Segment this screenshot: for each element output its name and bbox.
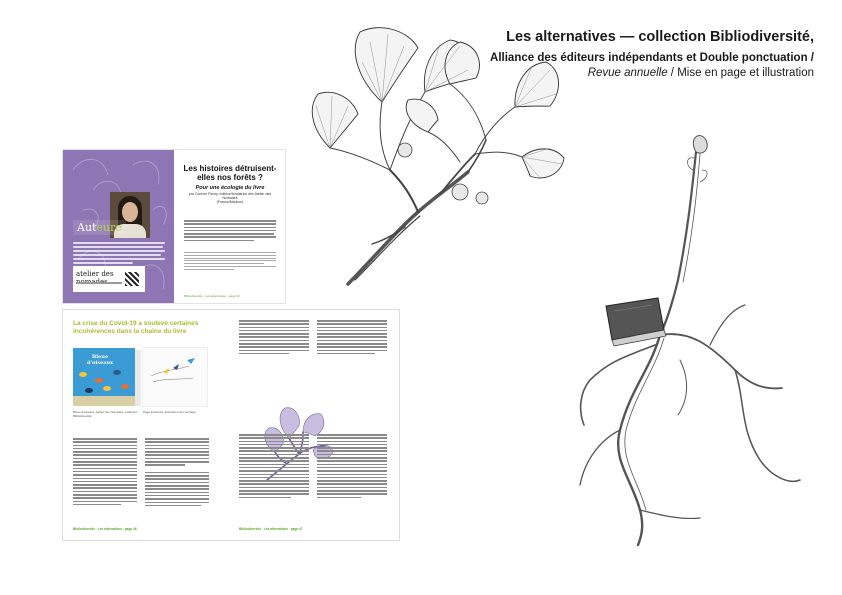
spread1-left-page: [63, 150, 174, 303]
col-right-1: [239, 320, 309, 356]
col-right-4: [317, 434, 387, 500]
spread2-footer-left: Bibliodiversité · Les alternatives · page 46: [73, 527, 137, 531]
col-left-2: [145, 438, 209, 508]
spread2-footer-right: Bibliodiversité · Les alternatives · page 47: [239, 527, 303, 531]
col-right-3: [239, 434, 309, 500]
book-shape: [606, 298, 666, 346]
book-roots-illustration: [560, 130, 810, 550]
author-badge: [73, 220, 126, 235]
badge-highlight: eure: [96, 221, 122, 234]
ginkgo-branch-illustration: [300, 22, 570, 292]
header-italic: Revue annuelle: [587, 67, 668, 79]
caption-right: Page intérieure, illustration de l'ouvrage: [143, 410, 196, 414]
col-left-1: [73, 438, 137, 507]
article-byline: par Corinne Fleury, éditrice/fondatrice des Atelier des Nomades (France/Maurice): [188, 192, 272, 204]
col-right-2: [317, 320, 387, 356]
article-body: [184, 252, 276, 272]
book-cover: [73, 348, 135, 406]
header-subtitle: Alliance des éditeurs indépendants et Double ponctuation /: [490, 52, 814, 64]
magazine-spread-2: [63, 310, 399, 540]
article-intro: [184, 220, 276, 243]
publisher-box: [73, 266, 145, 292]
bird-illustration-icon: [143, 348, 207, 406]
magazine-spread-1: [63, 150, 285, 303]
caption-left: Bleue d'oiseaux, Atelier des Nomades, collection Bibliodiversité: [73, 410, 138, 418]
qr-code-icon: [125, 272, 139, 286]
author-bio: [73, 242, 165, 266]
book-inner-page: [143, 348, 207, 406]
publisher-name: atelier des: [76, 270, 114, 278]
article-subtitle: Pour une écologie du livre: [195, 185, 265, 191]
article-title: Les histoires détruisent-elles nos forêts ?: [183, 164, 277, 182]
book-title: Bleue d'oiseaux: [87, 354, 114, 366]
spread1-footer: Bibliodiversité · Les alternatives · page 44: [184, 294, 240, 298]
spread1-right-page: [174, 150, 285, 303]
header-rest: / Mise en page et illustration: [667, 67, 814, 79]
badge-prefix: Aut: [77, 221, 97, 234]
spread2-title: La crise du Covid-19 a soulevé certaines incohérences dans la chaîne du livre: [73, 320, 199, 335]
header-title: Les alternatives — collection Bibliodiversité,: [506, 29, 814, 45]
